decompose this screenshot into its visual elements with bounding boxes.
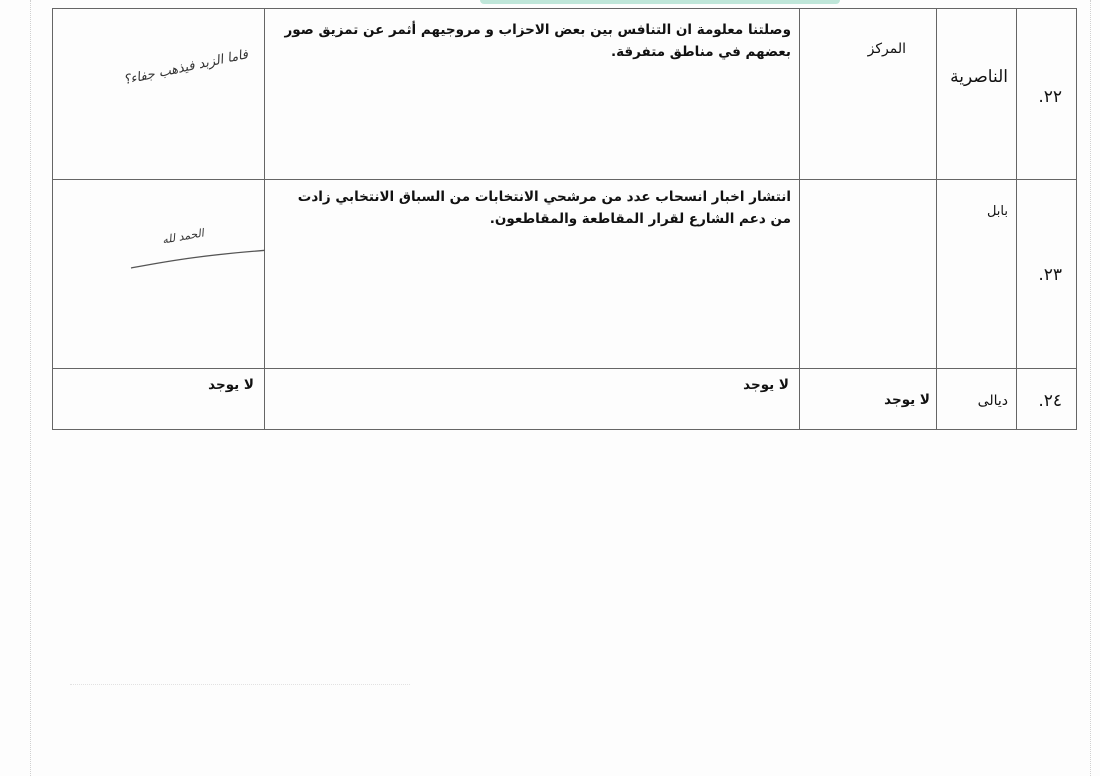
info-cell [265,369,800,430]
scan-top-mark [480,0,840,4]
governorate-name: ديالى [977,393,1008,409]
area-value: لا يوجد [884,392,930,408]
scan-edge-left [30,0,32,776]
row-number: ٢٤. [1038,391,1062,411]
note-cell [53,369,265,430]
signature-stroke [53,230,265,290]
row-number: ٢٢. [1038,87,1062,107]
table-row [53,369,1077,430]
row-number-cell [1017,9,1077,180]
row-number-cell [1017,180,1077,369]
area-name: المركز [867,41,906,57]
row-number: ٢٣. [1038,265,1062,285]
handwritten-note: الحمد لله [161,226,205,247]
info-cell [265,180,800,369]
note-cell [53,180,265,369]
area-cell [800,9,937,180]
handwritten-note: فاما الزبد فيذهب جفاء؟ [122,47,250,89]
info-cell [265,9,800,180]
info-value: لا يوجد [743,377,789,393]
scan-edge-right [1090,0,1092,776]
table-row [53,9,1077,180]
scan-artifact [70,684,410,686]
area-cell [800,180,937,369]
governorate-cell [937,9,1017,180]
info-text: انتشار اخبار انسحاب عدد من مرشحي الانتخابات من السباق الانتخابي زادت من دعم الشارع لقرار المقاطعة والمقاطعون. [297,189,791,227]
report-table [52,8,1077,430]
info-text: وصلتنا معلومة ان التنافس بين بعض الاحزاب و مروجيهم أثمر عن تمزيق صور بعضهم في مناطق متفرقة. [284,22,791,60]
area-cell [800,369,937,430]
note-value: لا يوجد [208,377,254,393]
governorate-name: الناصرية [950,67,1008,87]
governorate-cell [937,180,1017,369]
governorate-cell [937,369,1017,430]
row-number-cell [1017,369,1077,430]
table-row [53,180,1077,369]
note-cell [53,9,265,180]
governorate-name: بابل [986,204,1008,219]
